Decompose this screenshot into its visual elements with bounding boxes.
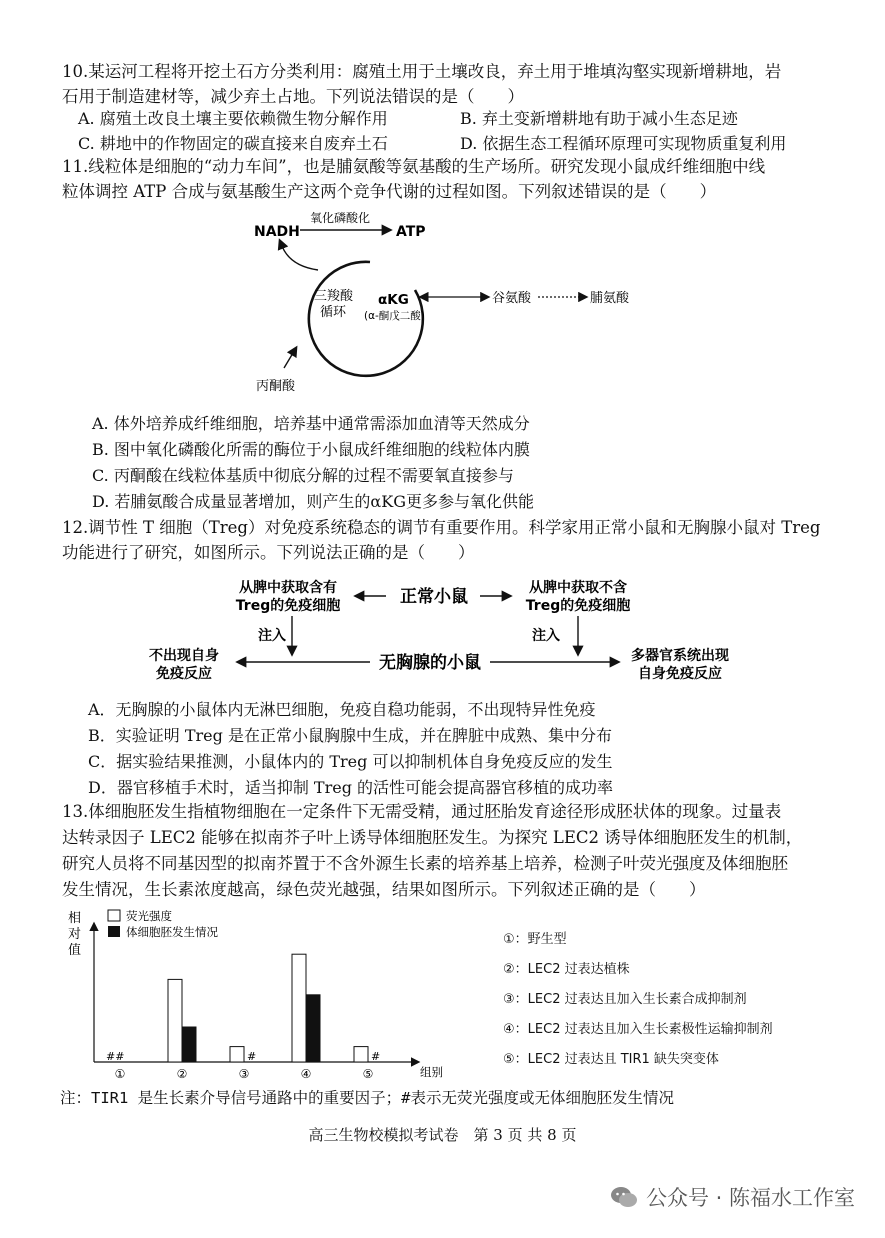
page-footer: 高三生物校模拟考试卷 第 3 页 共 8 页	[308, 1126, 577, 1144]
x-axis-label: 组别	[420, 1065, 443, 1079]
q10-stem-line-2: 石用于制造建材等，减少弃土占地。下列说法错误的是（ ）	[62, 87, 524, 106]
watermark	[610, 1182, 855, 1212]
mitochondria-metabolism-diagram	[240, 208, 660, 408]
akg-fullname: (α-酮戊二酸)	[364, 310, 425, 322]
pro-label: 脯氨酸	[590, 291, 630, 306]
right-result-line-1: 多器官系统出现	[631, 648, 729, 664]
q13-stem-line-3: 研究人员将不同基因型的拟南芥置于不含外源生长素的培养基上培养，检测子叶荧光强度及体细胞胚	[62, 854, 788, 873]
no-data-mark-1: ##	[106, 1050, 125, 1063]
q11-option-d: D. 若脯氨酸合成量显著增加，则产生的αKG更多参与氧化供能	[92, 492, 534, 511]
tca-label-2: 循环	[320, 305, 347, 320]
q11-stem-line-2: 粒体调控 ATP 合成与氨基酸生产这两个竞争代谢的过程如图。下列叙述错误的是（ ）	[62, 182, 717, 201]
no-data-mark-5: #	[371, 1050, 381, 1063]
y-axis-label-char-3: 值	[68, 943, 82, 958]
left-result-line-1: 不出现自身	[149, 648, 219, 664]
q11-option-c: C. 丙酮酸在线粒体基质中彻底分解的过程不需要氧直接参与	[92, 466, 514, 485]
bar-embryo-2	[182, 1027, 196, 1062]
legend-swatch-embryo	[108, 926, 120, 937]
atp-label: ATP	[396, 224, 426, 240]
q10-stem-line-1: 10.某运河工程将开挖土石方分类利用：腐殖土用于土壤改良，弃土用于堆填沟壑实现新增耕地，岩	[62, 62, 782, 81]
q13-footnote: 注：TIR1 是生长素介导信号通路中的重要因子；#表示无荧光强度或无体细胞胚发生情况	[60, 1089, 674, 1107]
group-legend-item-1: ①：野生型	[503, 932, 567, 947]
q12-stem-line-2: 功能进行了研究，如图所示。下列说法正确的是（ ）	[62, 543, 475, 562]
nadh-arrow	[282, 246, 318, 270]
bar-fluorescence-3	[230, 1047, 244, 1062]
inject-right-label: 注入	[532, 628, 560, 644]
bar-fluorescence-2	[168, 979, 182, 1062]
bar-fluorescence-4	[292, 954, 306, 1062]
q10-option-a: A. 腐殖土改良土壤主要依赖微生物分解作用	[78, 109, 388, 128]
athymic-mouse-label: 无胸腺的小鼠	[379, 653, 481, 673]
q13-stem-line-4: 发生情况，生长素浓度越高，绿色荧光越强，结果如图所示。下列叙述正确的是（ ）	[62, 880, 706, 899]
left-box-line-1: 从脾中获取含有	[239, 580, 337, 596]
x-tick-label-4: ④	[300, 1067, 312, 1081]
q11-option-a: A. 体外培养成纤维细胞，培养基中通常需添加血清等天然成分	[92, 414, 530, 433]
group-legend-item-2: ②：LEC2 过表达植株	[503, 962, 630, 977]
y-axis-label-char-2: 对	[68, 927, 82, 942]
right-result-line-2: 自身免疫反应	[638, 666, 722, 682]
legend-swatch-fluorescence	[108, 910, 120, 921]
q12-option-a: A．无胸腺的小鼠体内无淋巴细胞，免疫自稳功能弱，不出现特异性免疫	[88, 700, 596, 719]
pyruvate-label: 丙酮酸	[256, 379, 296, 394]
fluorescence-bar-chart	[58, 904, 468, 1084]
pyruvate-arrow	[284, 348, 296, 368]
left-result-line-2: 免疫反应	[156, 666, 212, 682]
q10-option-c: C. 耕地中的作物固定的碳直接来自废弃土石	[78, 134, 388, 153]
q11-option-b: B. 图中氧化磷酸化所需的酶位于小鼠成纤维细胞的线粒体内膜	[92, 440, 530, 459]
legend-label-fluorescence: 荧光强度	[126, 909, 172, 923]
inject-left-label: 注入	[258, 628, 286, 644]
group-legend	[503, 928, 773, 1078]
q12-option-c: C．据实验结果推测，小鼠体内的 Treg 可以抑制机体自身免疫反应的发生	[88, 752, 613, 771]
group-legend-item-4: ④：LEC2 过表达且加入生长素极性运输抑制剂	[503, 1022, 773, 1037]
group-legend-item-3: ③：LEC2 过表达且加入生长素合成抑制剂	[503, 992, 747, 1007]
x-tick-label-5: ⑤	[362, 1067, 374, 1081]
left-box-line-2: Treg的免疫细胞	[235, 598, 341, 614]
bar-fluorescence-5	[354, 1047, 368, 1062]
normal-mouse-label: 正常小鼠	[400, 587, 468, 607]
q10-option-b: B. 弃土变新增耕地有助于减小生态足迹	[460, 109, 738, 128]
q12-option-d: D．器官移植手术时，适当抑制 Treg 的活性可能会提高器官移植的成功率	[88, 778, 614, 797]
x-tick-label-2: ②	[176, 1067, 188, 1081]
q12-option-b: B．实验证明 Treg 是在正常小鼠胸腺中生成，并在脾脏中成熟、集中分布	[88, 726, 612, 745]
x-tick-label-3: ③	[238, 1067, 250, 1081]
q12-stem-line-1: 12.调节性 T 细胞（Treg）对免疫系统稳态的调节有重要作用。科学家用正常小鼠和无胸腺小鼠对 Treg	[62, 518, 821, 537]
right-box-line-2: Treg的免疫细胞	[525, 598, 631, 614]
legend-label-embryo: 体细胞胚发生情况	[126, 925, 218, 939]
wechat-icon	[610, 1186, 638, 1208]
glu-label: 谷氨酸	[492, 291, 532, 306]
right-box-line-1: 从脾中获取不含	[529, 580, 627, 596]
nadh-label: NADH	[254, 224, 300, 240]
akg-label: αKG	[378, 292, 409, 308]
q13-stem-line-1: 13.体细胞胚发生指植物细胞在一定条件下无需受精，通过胚胎发育途径形成胚状体的现象。过量表	[62, 802, 782, 821]
q11-stem-line-1: 11.线粒体是细胞的“动力车间”，也是脯氨酸等氨基酸的生产场所。研究发现小鼠成纤维细胞中线	[62, 157, 766, 176]
treg-experiment-diagram	[140, 574, 760, 690]
y-axis-label-char-1: 相	[68, 911, 82, 926]
q13-stem-line-2: 达转录因子 LEC2 能够在拟南芥子叶上诱导体细胞胚发生。为探究 LEC2 诱导体细胞胚发生的机制，	[62, 828, 803, 847]
oxphos-label: 氧化磷酸化	[310, 211, 371, 225]
tca-label-1: 三羧酸	[314, 289, 354, 304]
x-tick-label-1: ①	[114, 1067, 126, 1081]
no-data-mark-3: #	[247, 1050, 257, 1063]
q10-option-d: D. 依据生态工程循环原理可实现物质重复利用	[460, 134, 787, 153]
group-legend-item-5: ⑤：LEC2 过表达且 TIR1 缺失突变体	[503, 1052, 719, 1067]
watermark-text: 公众号 · 陈福水工作室	[645, 1186, 855, 1210]
bar-embryo-4	[306, 995, 320, 1062]
